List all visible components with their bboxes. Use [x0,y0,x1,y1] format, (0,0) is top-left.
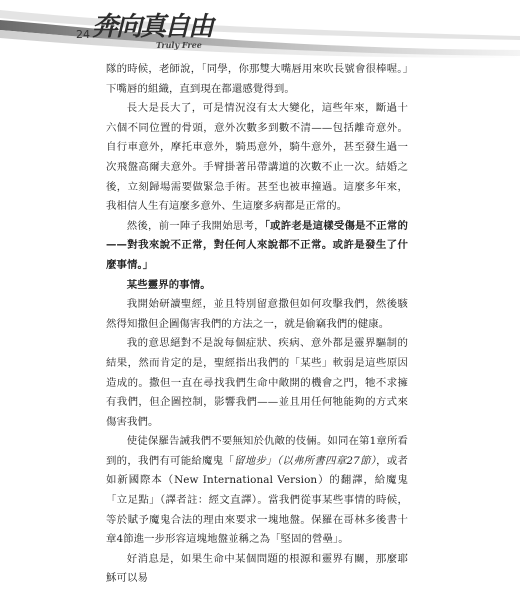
page-body [106,60,408,589]
book-logo-title: 奔向真自由 [92,12,213,42]
book-logo [92,4,212,54]
paragraph-6: 我的意思絕對不是說每個症狀、疾病、意外都是靈界驅制的結果，然而肯定的是，聖經指出我們的「某些」軟弱是這些原因造成的。撒但一直在尋找我們生命中敞開的機會之門，牠不求擁有我們，但企圖控制，影響我們——並且用任何牠能夠的方式來傷害我們。 [106,337,408,428]
paragraph-7-part-2: ，或者如新國際本（New International Version）的翻譯，給魔鬼「立足點」（譯者註：經文直譯）。當我們從事某些事情的時候，等於賦予魔鬼合法的理由來要求一塊地盤。保羅在哥林多後書十章4節進一步形容這塊地盤並稱之為「堅固的營壘」。 [106,454,408,546]
paragraph-3-lead: 然後，前一陣子我開始思考， [126,219,265,232]
paragraph-7 [106,432,408,550]
paragraph-7-scripture-ref: 留地步」（以弗所書四章27節） [234,454,377,467]
paragraph-5: 我開始研讀聖經，並且特別留意撒但如何攻擊我們，然後駭然得知撒但企圖傷害我們的方法之一，就是偷竊我們的健康。 [106,298,408,330]
paragraph-7-part-1: 使徒保羅告誡我們不要無知於仇敵的伎倆。如同在第1章所看到的，我們有可能給魔鬼「 [106,435,408,467]
paragraph-3 [106,217,408,276]
paragraph-2: 長大是長大了，可是情況沒有太大變化，這些年來，斷過十六個不同位置的骨頭，意外次數多到數不清——包括離奇意外。自行車意外，摩托車意外，騎馬意外，騎牛意外，甚至發生過一次飛盤高爾夫意外。手臂掛著吊帶講道的次數不止一次。結婚之後，立刻歸場需要做緊急手術。甚至也被車撞過。這麼多年來，我相信人生有這麼多意外、生這麼多病都是正常的。 [106,102,408,213]
paragraph-4-emphasis: 某些靈界的事情。 [126,278,211,291]
page-header [0,0,520,58]
paragraph-3-emphasis: 「或許老是這樣受傷是不正常的——對我來說不正常，對任何人來說都不正常。或許是發生了什麼事情。」 [106,219,408,271]
paragraph-8: 好消息是，如果生命中某個問題的根源和靈界有關，那麼耶穌可以易 [106,552,408,585]
book-logo-subtitle: Truly Free [156,40,202,50]
paragraph-1: 隊的時候，老師說，「同學，你那雙大嘴唇用來吹長號會很棒喔。」下嘴唇的組織，直到現在都還感覺得到。 [106,63,408,95]
page-number: 24 [76,28,90,41]
